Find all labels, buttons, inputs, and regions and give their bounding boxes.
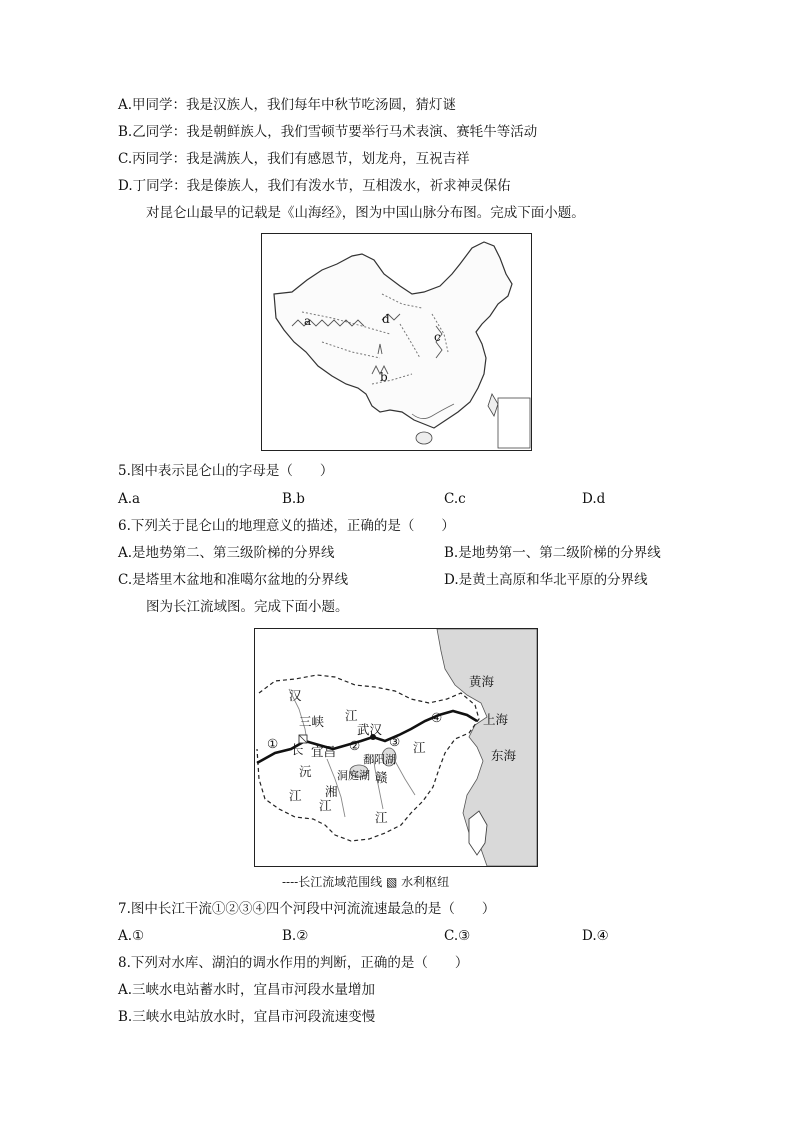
label-section-2: ②: [349, 738, 361, 753]
china-mountain-map: [261, 233, 532, 451]
map-label-c: c: [434, 330, 441, 344]
q6-option-b: B.是地势第一、第二级阶梯的分界线: [444, 545, 661, 561]
q7-stem: 7.图中长江干流①②③④四个河段中河流流速最急的是（ ）: [118, 901, 496, 917]
q6-option-d: D.是黄土高原和华北平原的分界线: [444, 572, 648, 588]
label-wuhan: 武汉: [357, 722, 383, 737]
map-label-b: b: [380, 370, 388, 384]
q7-option-c: C.③: [444, 928, 471, 944]
q4-option-a: A.甲同学：我是汉族人，我们每年中秋节吃汤圆，猜灯谜: [118, 97, 457, 113]
q6-option-c: C.是塔里木盆地和准噶尔盆地的分界线: [118, 572, 349, 588]
label-poyang: 鄱阳湖: [363, 753, 396, 766]
q5-option-c: C.c: [444, 491, 466, 507]
label-jiang-han: 江: [345, 708, 358, 723]
map-label-a: a: [304, 314, 312, 328]
q4-option-c: C.丙同学：我是满族人，我们有感恩节，划龙舟，互祝吉祥: [118, 151, 470, 167]
q4-option-b: B.乙同学：我是朝鲜族人，我们雪顿节要举行马术表演、赛牦牛等活动: [118, 124, 538, 140]
q6-option-a: A.是地势第二、第三级阶梯的分界线: [118, 545, 335, 561]
q8-stem: 8.下列对水库、湖泊的调水作用的判断，正确的是（ ）: [118, 955, 469, 971]
q8-option-b: B.三峡水电站放水时，宜昌市河段流速变慢: [118, 1009, 376, 1025]
map-label-d: d: [382, 312, 390, 326]
yangtze-map-legend: ----长江流域范围线 ▧ 水利枢纽: [282, 875, 450, 889]
q4-option-d: D.丁同学：我是傣族人，我们有泼水节，互相泼水，祈求神灵保佑: [118, 178, 511, 194]
q5-option-d: D.d: [582, 491, 606, 507]
label-jiang-yuan: 江: [289, 788, 302, 803]
q5-option-b: B.b: [282, 491, 305, 507]
label-jiang-lower: 江: [413, 740, 426, 755]
label-gan: 赣: [375, 770, 388, 785]
label-shanghai: 上海: [483, 712, 509, 727]
china-outline-graphic: [262, 234, 531, 450]
label-yichang: 宜昌: [311, 744, 337, 759]
q5-option-a: A.a: [118, 491, 141, 507]
label-jiang-xiang: 江: [319, 798, 332, 813]
label-chang: 长: [291, 742, 304, 757]
label-section-4: ④: [431, 710, 443, 725]
q5-stem: 5.图中表示昆仑山的字母是（ ）: [118, 463, 334, 479]
intro-yangtze: 图为长江流域图。完成下面小题。: [146, 599, 349, 615]
label-section-1: ①: [267, 736, 279, 751]
label-jiang-gan: 江: [375, 810, 388, 825]
q7-option-a: A.①: [118, 928, 145, 944]
q6-stem: 6.下列关于昆仑山的地理意义的描述，正确的是（ ）: [118, 518, 455, 534]
label-section-3: ③: [389, 734, 401, 749]
label-yuan: 沅: [299, 764, 312, 779]
label-dongting: 洞庭湖: [337, 769, 370, 782]
q7-option-b: B.②: [282, 928, 309, 944]
label-donghai: 东海: [491, 748, 517, 763]
label-xiang: 湘: [325, 784, 338, 799]
label-han: 汉: [289, 688, 302, 703]
q8-option-a: A.三峡水电站蓄水时，宜昌市河段水量增加: [118, 982, 376, 998]
label-sanxia: 三峡: [299, 714, 325, 729]
q7-option-d: D.④: [582, 928, 609, 944]
label-huanghai: 黄海: [469, 674, 495, 689]
intro-mountains: 对昆仑山最早的记载是《山海经》，图为中国山脉分布图。完成下面小题。: [146, 205, 585, 221]
yangtze-basin-map: [254, 628, 538, 867]
